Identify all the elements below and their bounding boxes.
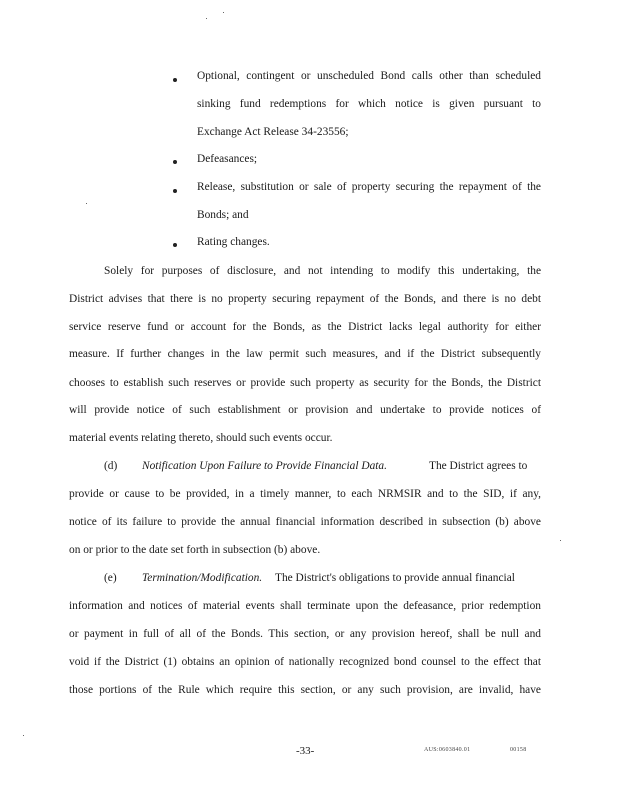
bullet-4-line-1: Rating changes.: [197, 236, 270, 248]
bullet-marker: [173, 243, 177, 247]
section-d-line: on or prior to the date set forth in subsection (b) above.: [69, 544, 321, 556]
bullet-1-line-2: sinking fund redemptions for which notice is given pursuant to: [197, 98, 541, 110]
scan-speck: [560, 540, 561, 541]
section-d-title: Notification Upon Failure to Provide Financial Data.: [142, 460, 387, 472]
paragraph-line: will provide notice of such establishment or provision and undertake to provide notices of: [69, 404, 541, 416]
section-e-line: information and notices of material events shall terminate upon the defeasance, prior redemption: [69, 600, 541, 612]
section-d-label: (d): [104, 460, 118, 472]
section-d-line: notice of its failure to provide the annual financial information described in subsection (b) above: [69, 516, 541, 528]
scan-speck: [223, 12, 224, 13]
paragraph-line: material events relating thereto, should such events occur.: [69, 432, 333, 444]
bullet-marker: [173, 160, 177, 164]
section-d-line: provide or cause to be provided, in a timely manner, to each NRMSIR and to the SID, if any,: [69, 488, 541, 500]
page-number: -33-: [296, 745, 315, 757]
paragraph-line: service reserve fund or account for the Bonds, as the District lacks legal authority for either: [69, 321, 541, 333]
section-e-line: those portions of the Rule which require this section, or any such provision, are invalid, have: [69, 684, 541, 696]
section-e-line: void if the District (1) obtains an opinion of nationally recognized bond counsel to the effect that: [69, 656, 541, 668]
document-date-code: 00158: [510, 747, 527, 753]
section-e-line: or payment in full of all of the Bonds. This section, or any provision hereof, shall be null and: [69, 628, 541, 640]
bullet-1-line-3: Exchange Act Release 34-23556;: [197, 126, 349, 138]
bullet-3-line-1: Release, substitution or sale of property securing the repayment of the: [197, 181, 541, 193]
bullet-marker: [173, 189, 177, 193]
document-id: AUS:0603840.01: [424, 747, 471, 753]
scan-speck: [23, 735, 24, 736]
paragraph-line: measure. If further changes in the law permit such measures, and if the District subsequently: [69, 348, 541, 360]
bullet-3-line-2: Bonds; and: [197, 209, 249, 221]
section-e-label: (e): [104, 572, 117, 584]
paragraph-line: District advises that there is no property securing repayment of the Bonds, and there is no debt: [69, 293, 541, 305]
bullet-2-line-1: Defeasances;: [197, 153, 258, 165]
paragraph-line: Solely for purposes of disclosure, and not intending to modify this undertaking, the: [104, 265, 541, 277]
bullet-marker: [173, 78, 177, 82]
scan-speck: [86, 203, 87, 204]
bullet-1-line-1: Optional, contingent or unscheduled Bond calls other than scheduled: [197, 70, 541, 82]
section-e-title: Termination/Modification.: [142, 572, 263, 584]
section-d-first-line: The District agrees to: [429, 460, 528, 472]
scan-speck: [206, 18, 207, 19]
paragraph-line: chooses to establish such reserves or provide such property as security for the Bonds, the District: [69, 377, 541, 389]
section-e-first-line: The District's obligations to provide annual financial: [275, 572, 515, 584]
